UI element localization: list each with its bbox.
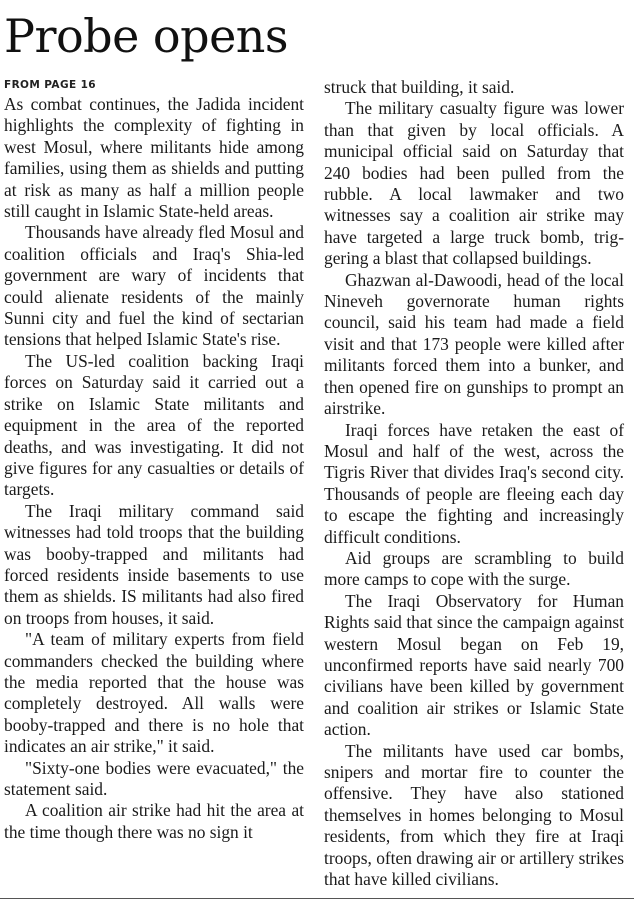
- paragraph: The Iraqi Observatory for Human Rights said that since the campaign against western Mosul began on Feb 19, unconfirmed reports have said nearly 700 civilians have been killed by government and coalition air strikes or Islamic State action.: [324, 590, 624, 740]
- dateline: FROM PAGE 16: [4, 79, 97, 91]
- article-column-left: [4, 77, 304, 843]
- paragraph: The militants have used car bombs, snipers and mortar fire to counter the offensive. They have also stationed themselves in homes belonging to Mosul residents, from which they fire at Iraqi troops, often drawing air or artillery strikes that have killed civilians.: [324, 740, 624, 890]
- paragraph: As combat continues, the Jadida incident highlights the complexity of fighting in west Mosul, where militants hide among families, using them as shields and putting at risk as many as half a million people still caught in Islamic State-held areas.: [4, 94, 304, 222]
- bottom-rule: [0, 898, 634, 899]
- paragraph: "Sixty-one bodies were evacuated," the statement said.: [4, 757, 304, 799]
- paragraph: Iraqi forces have retaken the east of Mosul and half of the west, across the Tigris River that divides Iraq's second city. Thousands of people are fleeing each day to escape the fighting and increasingly difficult conditions.: [324, 419, 624, 547]
- paragraph: A coalition air strike had hit the area at the time though there was no sign it: [4, 800, 304, 842]
- paragraph: The military casualty figure was lower than that given by local officials. A municipal official said on Saturday that 240 bodies had been pulled from the rubble. A local lawmaker and two witnesses say a coalition air strike may have targeted a large truck bomb, triggering a blast that collapsed buildings.: [324, 98, 624, 269]
- paragraph: The US-led coalition backing Iraqi forces on Saturday said it carried out a strike on Islamic State militants and equipment in the area of the reported deaths, and was investigating. It did not give figures for any casualties or details of targets.: [4, 350, 304, 500]
- article-headline: Probe opens: [4, 9, 289, 63]
- paragraph: Ghazwan al-Dawoodi, head of the local Nineveh governorate human rights council, said his team had made a field visit and that 173 people were killed after militants forced them into a bunker, and then opened fire on gunships to prompt an airstrike.: [324, 269, 624, 419]
- paragraph: The Iraqi military command said witnesses had told troops that the building was booby-trapped and militants had forced residents inside basements to use them as shields. IS militants had also fired on troops from houses, it said.: [4, 500, 304, 628]
- paragraph: Aid groups are scrambling to build more camps to cope with the surge.: [324, 547, 624, 590]
- article-column-right: [324, 77, 624, 890]
- paragraph: "A team of military experts from field commanders checked the building where the media reported that the house was completely destroyed. All walls were booby-trapped and there is no hole that indicates an air strike," it said.: [4, 629, 304, 757]
- paragraph: struck that building, it said.: [324, 77, 515, 97]
- paragraph: Thousands have already fled Mosul and coalition officials and Iraq's Shia-led government are wary of incidents that could alienate residents of the mainly Sunni city and fuel the kind of sectarian tensions that helped Islamic State's rise.: [4, 222, 304, 350]
